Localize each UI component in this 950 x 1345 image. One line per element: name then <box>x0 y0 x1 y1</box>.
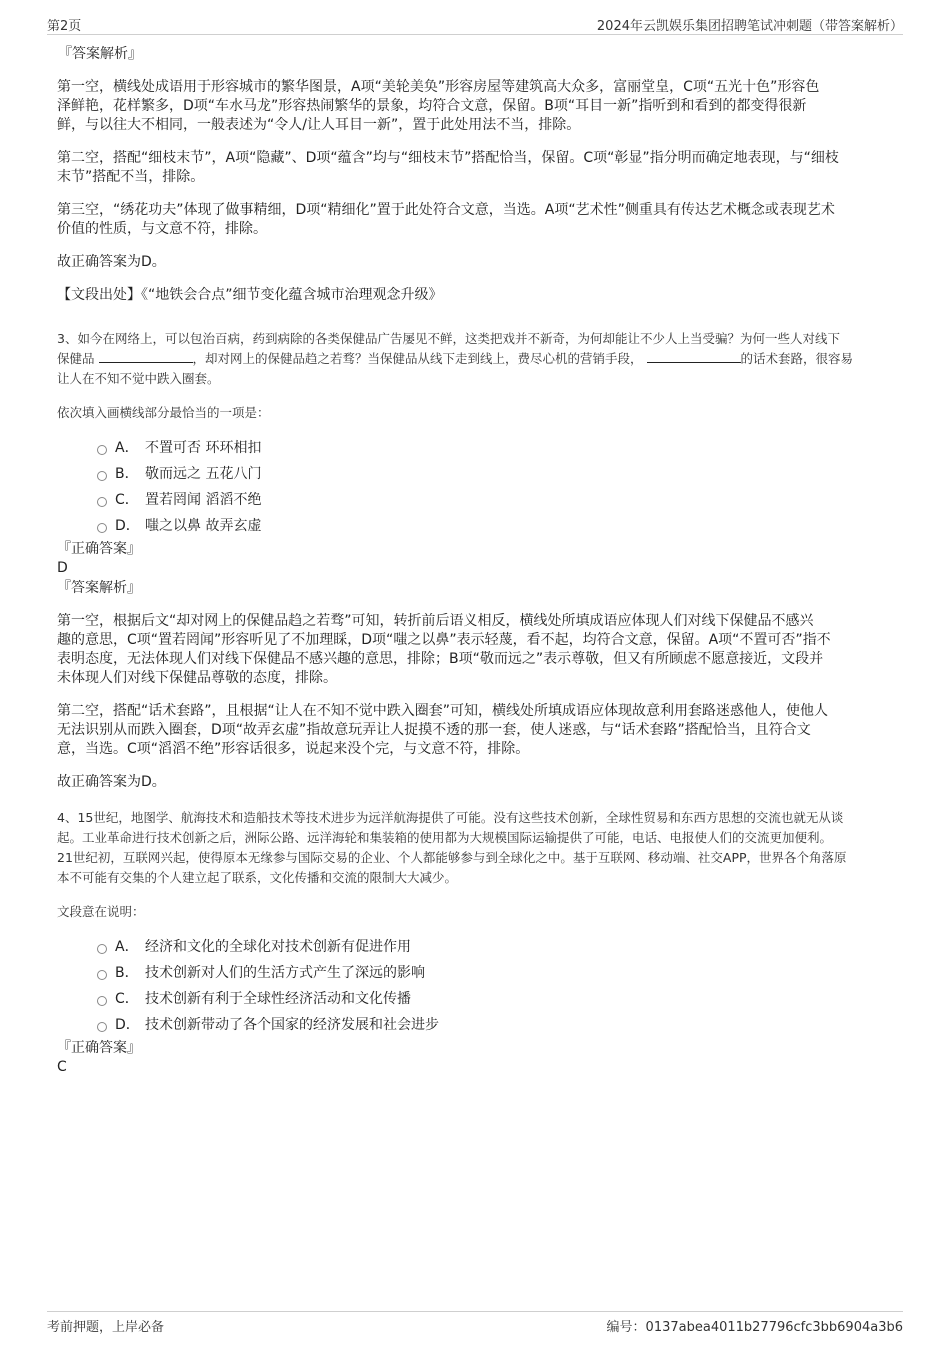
radio-button[interactable] <box>97 970 107 980</box>
q4-answer: C <box>57 1059 67 1075</box>
text-line: 趣的意思，C项“置若罔闻”形容听见了不加理睬，D项“嗤之以鼻”表示轻蔑，看不起，均符合文意，保留。A项“不置可否”指不 <box>57 632 831 648</box>
option-text: 敬而远之 五花八门 <box>145 466 262 482</box>
text-line: 意，当选。C项“滔滔不绝”形容话很多，说起来没个完，与文意不符，排除。 <box>57 741 530 757</box>
text-line: 3、如今在网络上，可以包治百病，药到病除的各类保健品广告屡见不鲜，这类把戏并不新奇，为何却能让不少人上当受骗？为何一些人对线下 <box>57 331 840 346</box>
radio-button[interactable] <box>97 944 107 954</box>
document-code: 编号：0137abea4011b27796cfc3bb6904a3b6 <box>606 1320 903 1335</box>
radio-button[interactable] <box>97 445 107 455</box>
q3-stem <box>57 329 897 389</box>
text-line: 起。工业革命进行技术创新之后，洲际公路、远洋海轮和集装箱的使用都为大规模国际运输提供了可能，电话、电报使人们的交流更加便利。 <box>57 830 833 845</box>
fill-blank-1 <box>99 350 193 363</box>
text-line: 本不可能有交集的个人建立起了联系，文化传播和交流的限制大大减少。 <box>57 870 458 885</box>
text-line: 鲜，与以往大不相同，一般表述为“令人/让人耳目一新”，置于此处用法不当，排除。 <box>57 117 581 133</box>
q2-conclusion: 故正确答案为D。 <box>57 254 166 270</box>
page-content <box>57 44 897 1077</box>
option-letter: B． <box>115 965 139 981</box>
q3-options <box>57 435 897 539</box>
q3-analysis-tag: 『答案解析』 <box>57 580 141 596</box>
q2-analysis-tag: 『答案解析』 <box>58 46 142 62</box>
q4-answer-tag: 『正确答案』 <box>57 1040 141 1056</box>
radio-button[interactable] <box>97 471 107 481</box>
text-line: 未体现人们对线下保健品尊敬的态度，排除。 <box>57 670 337 686</box>
page-header <box>47 12 903 35</box>
q4-options <box>57 934 897 1038</box>
q3-option-b[interactable] <box>57 461 897 487</box>
q2-source: 【文段出处】《“地铁会合点”细节变化蕴含城市治理观念升级》 <box>57 287 443 303</box>
q2-analysis-para-1 <box>57 78 897 135</box>
radio-button[interactable] <box>97 497 107 507</box>
text-line: 第二空，搭配“话术套路”，且根据“让人在不知不觉中跌入圈套”可知，横线处所填成语应体现故意利用套路迷惑他人，使他人 <box>57 703 829 719</box>
radio-button[interactable] <box>97 996 107 1006</box>
q3-analysis-para-1 <box>57 612 897 688</box>
page-number: 第2页 <box>47 19 82 34</box>
text-span: 保健品 <box>57 351 95 366</box>
option-text: 嗤之以鼻 故弄玄虚 <box>145 518 262 534</box>
option-letter: D． <box>115 518 140 534</box>
text-line: 无法识别从而跌入圈套，D项“故弄玄虚”指故意玩弄让人捉摸不透的那一套，使人迷惑，与“话术套路”搭配恰当，且符合文 <box>57 722 811 738</box>
option-letter: A． <box>115 939 139 955</box>
q2-analysis-para-3 <box>57 201 897 239</box>
q3-option-d[interactable] <box>57 513 897 539</box>
option-letter: C． <box>115 991 139 1007</box>
option-letter: B． <box>115 466 139 482</box>
q3-conclusion: 故正确答案为D。 <box>57 774 166 790</box>
q3-analysis-para-2 <box>57 702 897 759</box>
q4-option-b[interactable] <box>57 960 897 986</box>
q4-option-c[interactable] <box>57 986 897 1012</box>
option-text: 不置可否 环环相扣 <box>145 440 262 456</box>
text-line: 泽鲜艳，花样繁多，D项“车水马龙”形容热闹繁华的景象，均符合文意，保留。B项“耳目一新”指听到和看到的都变得很新 <box>57 98 807 114</box>
option-text: 技术创新带动了各个国家的经济发展和社会进步 <box>145 1017 439 1033</box>
document-title: 2024年云凯娱乐集团招聘笔试冲刺题（带答案解析） <box>596 19 903 34</box>
fill-blank-2 <box>647 350 741 363</box>
footer-slogan: 考前押题，上岸必备 <box>47 1320 165 1335</box>
option-letter: A． <box>115 440 139 456</box>
text-line: 表明态度，无法体现人们对线下保健品不感兴趣的意思，排除；B项“敬而远之”表示尊敬，但又有所顾虑不愿意接近，文段并 <box>57 651 824 667</box>
option-text: 技术创新有利于全球性经济活动和文化传播 <box>145 991 411 1007</box>
text-line <box>57 349 897 369</box>
option-letter: D． <box>115 1017 140 1033</box>
text-line: 第一空，根据后文“却对网上的保健品趋之若骛”可知，转折前后语义相反，横线处所填成语应体现人们对线下保健品不感兴 <box>57 613 814 629</box>
q4-option-a[interactable] <box>57 934 897 960</box>
q4-prompt: 文段意在说明： <box>57 904 145 919</box>
text-line: 第一空，横线处成语用于形容城市的繁华图景，A项“美轮美奂”形容房屋等建筑高大众多，富丽堂皇，C项“五光十色”形容色 <box>57 79 820 95</box>
option-text: 置若罔闻 滔滔不绝 <box>145 492 262 508</box>
q4-option-d[interactable] <box>57 1012 897 1038</box>
q3-option-a[interactable] <box>57 435 897 461</box>
option-text: 技术创新对人们的生活方式产生了深远的影响 <box>145 965 425 981</box>
q3-answer: D <box>57 560 68 576</box>
option-letter: C． <box>115 492 139 508</box>
text-line: 21世纪初，互联网兴起，使得原本无缘参与国际交易的企业、个人都能够参与到全球化之中。基于互联网、移动端、社交APP，世界各个角落原 <box>57 850 847 865</box>
q3-option-c[interactable] <box>57 487 897 513</box>
text-span: 的话术套路，很容易 <box>740 351 854 366</box>
radio-button[interactable] <box>97 1022 107 1032</box>
page-footer <box>47 1311 903 1338</box>
radio-button[interactable] <box>97 523 107 533</box>
text-span: ，却对网上的保健品趋之若骛？当保健品从线下走到线上，费尽心机的营销手段， <box>192 351 643 366</box>
q2-analysis-para-2 <box>57 149 897 187</box>
q3-answer-tag: 『正确答案』 <box>57 541 141 557</box>
option-text: 经济和文化的全球化对技术创新有促进作用 <box>145 939 411 955</box>
text-line: 让人在不知不觉中跌入圈套。 <box>57 371 220 386</box>
text-line: 末节”搭配不当，排除。 <box>57 169 205 185</box>
q3-prompt: 依次填入画横线部分最恰当的一项是： <box>57 405 270 420</box>
text-line: 第二空，搭配“细枝末节”，A项“隐藏”、D项“蕴含”均与“细枝末节”搭配恰当，保留。C项“彰显”指分明而确定地表现，与“细枝 <box>57 150 839 166</box>
text-line: 第三空，“绣花功夫”体现了做事精细，D项“精细化”置于此处符合文意，当选。A项“艺术性”侧重具有传达艺术概念或表现艺术 <box>57 202 835 218</box>
text-line: 4、15世纪，地图学、航海技术和造船技术等技术进步为远洋航海提供了可能。没有这些技术创新，全球性贸易和东西方思想的交流也就无从谈 <box>57 810 844 825</box>
text-line: 价值的性质，与文意不符，排除。 <box>57 221 267 237</box>
q4-stem <box>57 808 897 888</box>
